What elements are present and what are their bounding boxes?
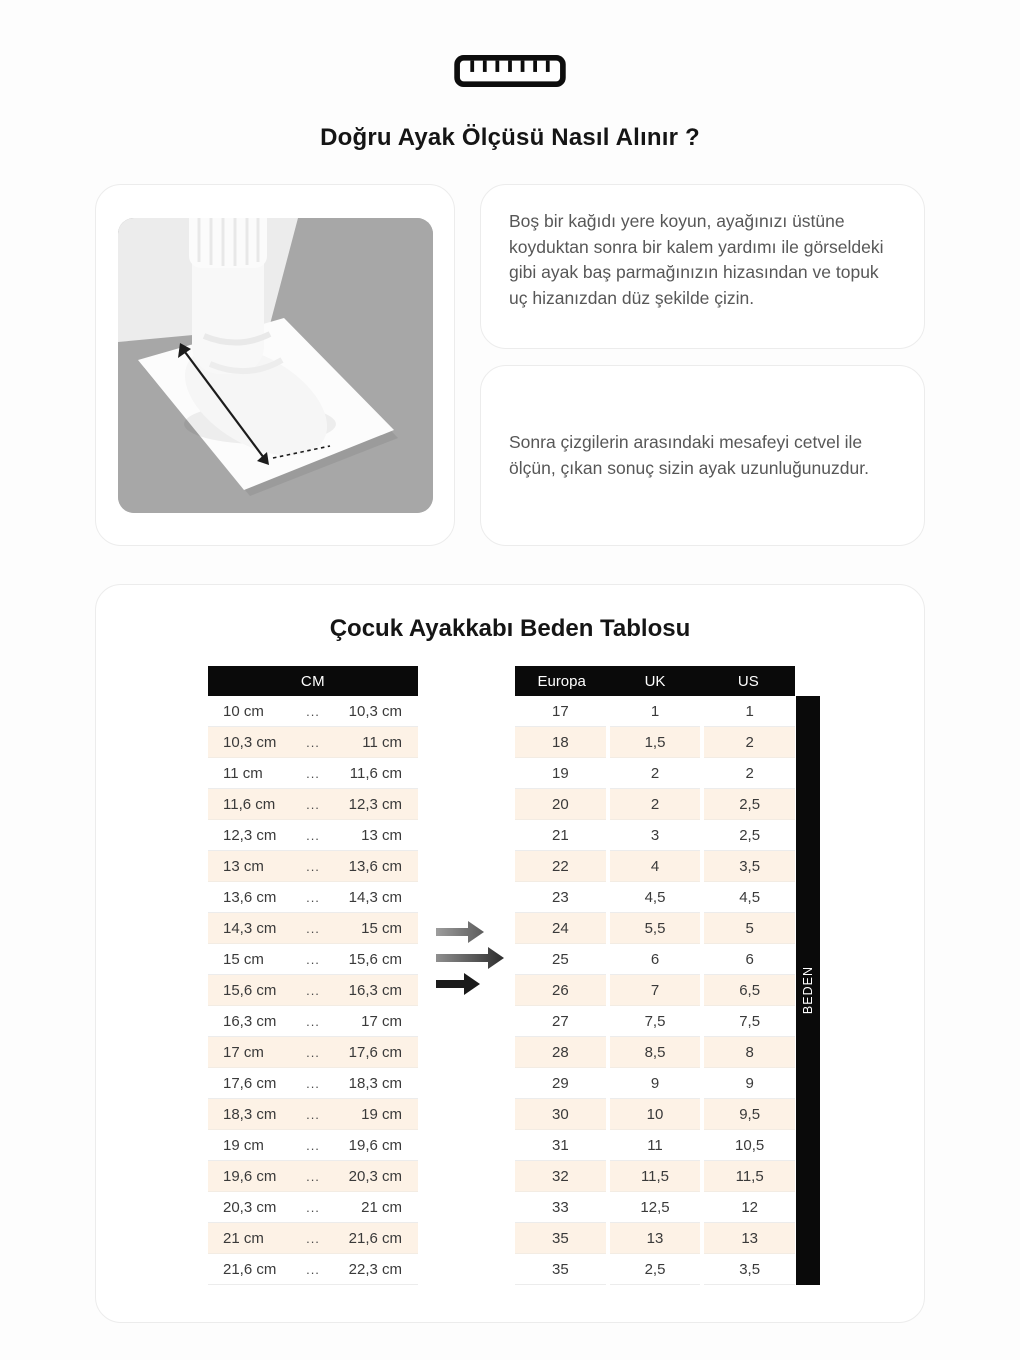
col-header-europa: Europa [537,672,586,690]
cm-table-row [208,1223,418,1254]
table-cell: 2 [704,758,795,789]
table-cell: ... [306,1013,320,1029]
table-cell: 4,5 [704,882,795,913]
table-cell: 31 [515,1130,606,1161]
table-cell: 7 [610,975,701,1006]
cm-table-row [208,1068,418,1099]
table-cell: ... [306,1230,320,1246]
table-cell: 21,6 cm [223,1260,277,1278]
table-cell: 14,3 cm [223,919,277,937]
foot-measurement-image [118,218,433,513]
table-cell: 1 [610,696,701,727]
size-table-title: Çocuk Ayakkabı Beden Tablosu [329,615,691,642]
table-cell: 26 [515,975,606,1006]
table-cell: 5 [704,913,795,944]
table-cell: 11,5 [610,1161,701,1192]
table-cell: 13,6 cm [348,857,402,875]
table-cell: 11 cm [223,764,263,782]
table-cell: 13 [610,1223,701,1254]
cm-table-row [208,1130,418,1161]
cm-table-row [208,851,418,882]
size-conversion-table [515,666,795,1285]
table-cell: 6,5 [704,975,795,1006]
table-cell: 4,5 [610,882,701,913]
table-cell: 21 cm [361,1198,402,1216]
size-table-row [515,727,795,758]
table-cell: 17,6 cm [348,1043,402,1061]
table-cell: 27 [515,1006,606,1037]
table-cell: 2,5 [704,789,795,820]
table-cell: 10,3 cm [223,733,277,751]
cm-table [208,666,418,1285]
table-cell: 29 [515,1068,606,1099]
table-cell: ... [306,796,320,812]
table-cell: 23 [515,882,606,913]
table-cell: ... [306,1075,320,1091]
table-cell: 19,6 cm [223,1167,277,1185]
table-cell: 16,3 cm [348,981,402,999]
table-cell: ... [306,1137,320,1153]
table-cell: 17 cm [223,1043,264,1061]
table-cell: 3,5 [704,851,795,882]
table-cell: 17 cm [361,1012,402,1030]
table-cell: 18,3 cm [348,1074,402,1092]
cm-table-row [208,1192,418,1223]
table-cell: 11 cm [362,733,402,751]
table-cell: 16,3 cm [223,1012,277,1030]
table-cell: 28 [515,1037,606,1068]
table-cell: 19 cm [223,1136,264,1154]
table-cell: 6 [704,944,795,975]
table-cell: 10,3 cm [348,702,402,720]
table-cell: 3 [610,820,701,851]
table-cell: 24 [515,913,606,944]
size-table-row [515,1130,795,1161]
table-cell: 2,5 [610,1254,701,1285]
table-cell: 21 cm [223,1229,264,1247]
table-cell: 11,6 cm [223,795,276,813]
cm-table-row [208,913,418,944]
table-cell: 13 cm [223,857,264,875]
table-cell: 10 cm [223,702,264,720]
table-cell: 13 [704,1223,795,1254]
beden-sidebar [796,696,820,1285]
instruction-card-1 [480,184,925,349]
table-cell: 21,6 cm [348,1229,402,1247]
table-cell: 13,6 cm [223,888,277,906]
size-table-row [515,696,795,727]
size-table-row [515,1223,795,1254]
table-cell: 9 [704,1068,795,1099]
table-cell: 17 [515,696,606,727]
cm-table-row [208,696,418,727]
measurement-photo-card [95,184,455,546]
size-table-row [515,1192,795,1223]
table-cell: 9,5 [704,1099,795,1130]
size-table-row [515,975,795,1006]
table-cell: 19,6 cm [348,1136,402,1154]
table-cell: 2 [704,727,795,758]
table-cell: 18,3 cm [223,1105,277,1123]
size-table-row [515,944,795,975]
table-cell: 15,6 cm [223,981,277,999]
table-cell: 25 [515,944,606,975]
page-header [95,0,925,152]
table-cell: 22 [515,851,606,882]
table-cell: ... [306,1044,320,1060]
size-table-row [515,1006,795,1037]
size-table-row [515,851,795,882]
table-cell: 19 cm [361,1105,402,1123]
size-table-row [515,758,795,789]
table-cell: 2 [610,789,701,820]
instructions-row [95,184,925,546]
size-table-row [515,913,795,944]
table-cell: 1 [704,696,795,727]
table-cell: 22,3 cm [348,1260,402,1278]
col-header-uk: UK [644,672,666,690]
table-cell: ... [306,1261,320,1277]
size-table-row [515,1099,795,1130]
table-cell: 13 cm [361,826,402,844]
table-cell: 18 [515,727,606,758]
cm-table-row [208,944,418,975]
beden-label: BEDEN [801,966,815,1015]
col-header-us: US [737,672,759,690]
size-table-header [515,666,795,696]
table-cell: ... [306,827,320,843]
table-cell: ... [306,1106,320,1122]
table-cell: 10 [610,1099,701,1130]
table-cell: 20,3 cm [223,1198,277,1216]
table-cell: 20 [515,789,606,820]
table-cell: 30 [515,1099,606,1130]
table-cell: 35 [515,1254,606,1285]
table-cell: 3,5 [704,1254,795,1285]
table-cell: 8,5 [610,1037,701,1068]
table-cell: 11 [610,1130,701,1161]
instruction-cards [480,184,925,546]
table-cell: 32 [515,1161,606,1192]
table-cell: ... [306,889,320,905]
instruction-text-1: Boş bir kağıdı yere koyun, ayağınızı üstüne koyduktan sonra bir kalem yardımı ile görseldeki gibi ayak baş parmağınızın hizasından ve topuk uç hizanızdan düz şekilde çizin. [509,211,884,308]
size-table-row [515,1161,795,1192]
cm-table-body [208,696,418,1285]
size-table-row [515,820,795,851]
table-cell: 11,6 cm [349,764,402,782]
cm-table-row [208,789,418,820]
table-cell: 10,5 [704,1130,795,1161]
instruction-text-2: Sonra çizgilerin arasındaki mesafeyi cetvel ile ölçün, çıkan sonuç sizin ayak uzunluğunuzdur. [509,432,869,478]
table-cell: ... [306,703,320,719]
table-cell: 19 [515,758,606,789]
size-table-row [515,1254,795,1285]
cm-table-row [208,882,418,913]
table-cell: 7,5 [704,1006,795,1037]
cm-table-row [208,727,418,758]
conversion-arrows-icon [434,919,506,997]
table-cell: 2,5 [704,820,795,851]
table-cell: 12 [704,1192,795,1223]
page-title: Doğru Ayak Ölçüsü Nasıl Alınır ? [320,124,700,151]
table-cell: ... [306,1168,320,1184]
table-cell: 7,5 [610,1006,701,1037]
size-table-row [515,789,795,820]
cm-table-row [208,1037,418,1068]
table-cell: 12,3 cm [348,795,402,813]
size-table-card [95,584,925,1323]
table-cell: ... [306,858,320,874]
instruction-card-2 [480,365,925,546]
size-table-row [515,1068,795,1099]
table-cell: ... [306,920,320,936]
table-cell: 35 [515,1223,606,1254]
size-table-row [515,1037,795,1068]
table-cell: 8 [704,1037,795,1068]
cm-table-row [208,758,418,789]
cm-table-row [208,1006,418,1037]
table-cell: ... [306,1199,320,1215]
table-cell: 9 [610,1068,701,1099]
table-cell: ... [306,982,320,998]
cm-table-row [208,1099,418,1130]
size-table-row [515,882,795,913]
table-cell: 2 [610,758,701,789]
table-cell: 15 cm [361,919,402,937]
table-cell: 15,6 cm [348,950,402,968]
table-cell: 12,5 [610,1192,701,1223]
table-cell: 4 [610,851,701,882]
table-cell: ... [306,951,320,967]
ruler-icon [95,54,925,88]
size-table-body [515,696,795,1285]
table-cell: 15 cm [223,950,264,968]
table-cell: ... [306,734,320,750]
table-cell: 14,3 cm [348,888,402,906]
table-cell: 33 [515,1192,606,1223]
cm-table-header: CM [208,666,418,696]
table-cell: 12,3 cm [223,826,277,844]
cm-table-row [208,975,418,1006]
cm-table-row [208,820,418,851]
table-cell: 1,5 [610,727,701,758]
table-cell: 6 [610,944,701,975]
table-cell: 17,6 cm [223,1074,277,1092]
table-cell: 21 [515,820,606,851]
table-cell: ... [306,765,320,781]
cm-table-row [208,1254,418,1285]
size-tables [96,666,924,1285]
table-cell: 20,3 cm [348,1167,402,1185]
cm-table-row [208,1161,418,1192]
table-cell: 11,5 [704,1161,795,1192]
table-cell: 5,5 [610,913,701,944]
